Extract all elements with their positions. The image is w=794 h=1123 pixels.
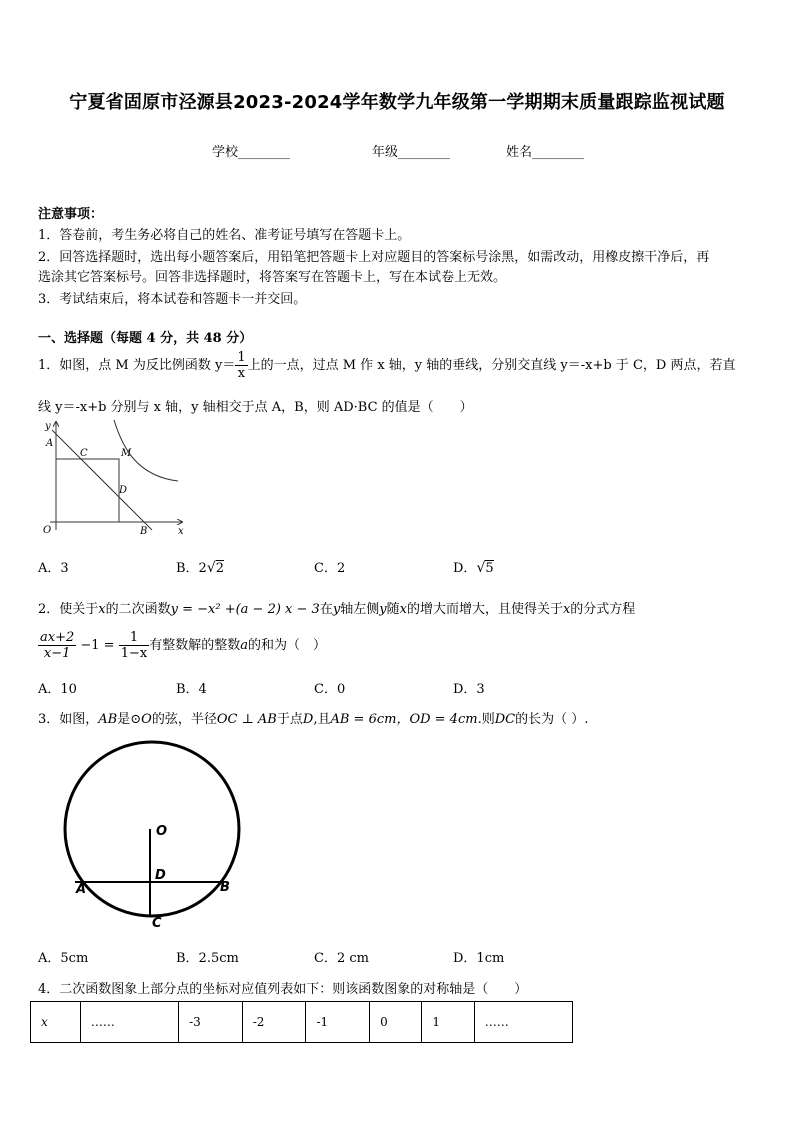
rectangle-omdm bbox=[56, 459, 119, 522]
q2-option-c: C．0 bbox=[314, 682, 346, 697]
notice-item: 1．答卷前，考生务必将自己的姓名、准考证号填写在答题卡上。 bbox=[38, 228, 411, 243]
q1-option-a: A．3 bbox=[38, 561, 69, 576]
table-cell: 0 bbox=[370, 1002, 422, 1043]
table-cell: 1 bbox=[422, 1002, 474, 1043]
notice-item: 2．回答选择题时，选出每小题答案后，用铅笔把答题卡上对应题目的答案标号涂黑，如需改动，用橡皮擦干净后，再 bbox=[38, 250, 710, 265]
q3-option-a: A．5cm bbox=[38, 951, 89, 966]
label-m: M bbox=[121, 448, 132, 459]
line-y-neg-x-plus-b bbox=[52, 430, 152, 530]
q1-option-c: C．2 bbox=[314, 561, 346, 576]
table-cell: …… bbox=[474, 1002, 572, 1043]
school-field: 学校________ bbox=[212, 145, 291, 160]
q2-fraction-1: $\frac{ax+2}{x-1}$ bbox=[40, 630, 75, 661]
label-d: D bbox=[155, 868, 166, 883]
grade-field: 年级________ bbox=[372, 145, 451, 160]
label-c: C bbox=[80, 448, 88, 459]
question-2-line-2: $\frac{ax+2}{x-1}$ −1 = $\frac{1}{1-x}$ 有整数解的整数a的和为（ ） bbox=[40, 630, 327, 661]
q2-fraction-2: $\frac{1}{1-x}$ bbox=[120, 630, 148, 661]
label-b: B bbox=[220, 880, 230, 895]
table-row bbox=[31, 1002, 573, 1043]
notice-heading: 注意事项： bbox=[38, 207, 104, 222]
sqrt-icon: √ bbox=[476, 560, 486, 576]
label-x: x bbox=[178, 526, 184, 537]
question-4-text: 4．二次函数图象上部分点的坐标对应值列表如下：则该函数图象的对称轴是（ ） bbox=[38, 982, 528, 997]
question-1-line-1 bbox=[38, 350, 735, 381]
label-o: O bbox=[43, 525, 52, 536]
q3-option-c: C．2 cm bbox=[314, 951, 369, 966]
label-b: B bbox=[140, 526, 148, 537]
q1-option-b: B．2√2 bbox=[176, 560, 225, 576]
q1-graph-figure bbox=[38, 418, 198, 543]
q3-option-d: D．1cm bbox=[453, 951, 505, 966]
q1-fraction: $\frac{1}{x}$ bbox=[237, 350, 246, 381]
q2-option-b: B．4 bbox=[176, 682, 207, 697]
q4-value-table bbox=[30, 1001, 573, 1043]
table-cell: …… bbox=[80, 1002, 178, 1043]
notice-item: 选涂其它答案标号。回答非选择题时，将答案写在答题卡上，写在本试卷上无效。 bbox=[38, 270, 507, 285]
label-y: y bbox=[45, 421, 51, 432]
section-heading: 一、选择题（每题 4 分，共 48 分） bbox=[38, 331, 253, 346]
q1-text-b: 上的一点，过点 M 作 x 轴，y 轴的垂线，分别交直线 y＝-x+b 于 C，D 两点，若直 bbox=[247, 358, 736, 373]
table-cell: -1 bbox=[306, 1002, 370, 1043]
sqrt-icon: √ bbox=[206, 560, 216, 576]
label-d: D bbox=[119, 485, 128, 496]
notice-item: 3．考试结束后，将本试卷和答题卡一并交回。 bbox=[38, 292, 307, 307]
circle-o bbox=[65, 742, 239, 916]
label-c: C bbox=[152, 916, 162, 931]
q1-option-d: D．√5 bbox=[453, 560, 494, 576]
question-3-text: 3．如图，AB是⊙O的弦，半径OC ⊥ AB于点D,且AB = 6cm，OD = 4cm.则DC的长为（ ）. bbox=[38, 712, 589, 727]
q2-function: y = −x² +(a − 2) x − 3 bbox=[170, 602, 320, 617]
label-o: O bbox=[156, 824, 168, 839]
name-field: 姓名________ bbox=[506, 145, 585, 160]
table-cell: x bbox=[31, 1002, 81, 1043]
question-2-line-1: 2．使关于x的二次函数y = −x² +(a − 2) x − 3在y轴左侧y随x的增大而增大，且使得关于x的分式方程 bbox=[38, 602, 636, 617]
table-cell: -3 bbox=[179, 1002, 243, 1043]
label-a: A bbox=[46, 438, 54, 449]
q1-text-a: 1．如图，点 M 为反比例函数 y＝ bbox=[38, 358, 236, 373]
table-cell: -2 bbox=[242, 1002, 306, 1043]
question-1-line-2: 线 y＝-x+b 分别与 x 轴，y 轴相交于点 A，B，则 AD·BC 的值是（ ） bbox=[38, 400, 473, 415]
q3-circle-figure bbox=[60, 735, 250, 935]
q2-option-d: D．3 bbox=[453, 682, 485, 697]
label-a: A bbox=[76, 882, 87, 897]
q2-option-a: A．10 bbox=[38, 682, 77, 697]
q3-option-b: B．2.5cm bbox=[176, 951, 239, 966]
page-title: 宁夏省固原市泾源县2023-2024学年数学九年级第一学期期末质量跟踪监视试题 bbox=[69, 92, 725, 113]
